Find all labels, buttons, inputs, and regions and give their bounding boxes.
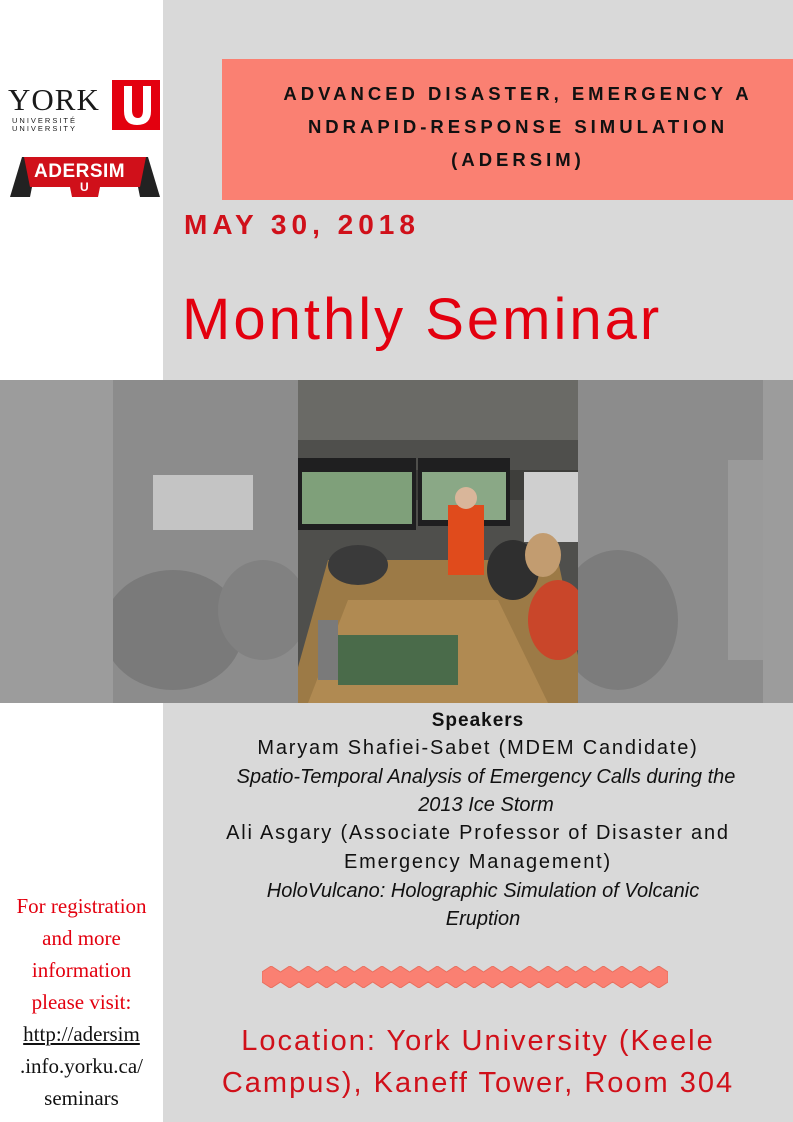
registration-line-3: information bbox=[31, 958, 132, 982]
registration-line-4: please visit: bbox=[31, 990, 132, 1014]
photo-right-faded bbox=[578, 380, 763, 703]
organization-title bbox=[258, 77, 778, 176]
location-line-1: Location: York University (Keele bbox=[241, 1025, 715, 1057]
photo-right-scene-icon bbox=[578, 380, 763, 703]
seminar-photo-scene-icon bbox=[298, 380, 578, 703]
registration-line-1: For registration bbox=[16, 894, 147, 918]
location-block bbox=[163, 1020, 793, 1104]
speakers-section bbox=[163, 707, 793, 933]
york-logo-word: YORK bbox=[8, 82, 100, 117]
title-line-3: (ADERSIM) bbox=[451, 149, 585, 170]
zigzag-divider-icon bbox=[262, 966, 668, 988]
speaker-2-name-line-1: Ali Asgary (Associate Professor of Disaster and bbox=[226, 822, 730, 844]
registration-url-line-3[interactable]: seminars bbox=[44, 1086, 119, 1110]
location-line-2: Campus), Kaneff Tower, Room 304 bbox=[221, 1067, 735, 1099]
registration-url-line-2[interactable]: .info.yorku.ca/ bbox=[19, 1054, 144, 1078]
speaker-2-talk-line-2: Eruption bbox=[445, 908, 521, 930]
title-line-1: ADVANCED DISASTER, EMERGENCY A bbox=[283, 83, 753, 104]
registration-info bbox=[0, 890, 163, 1114]
seminar-photo bbox=[298, 380, 578, 703]
speaker-1-talk-line-2: 2013 Ice Storm bbox=[418, 794, 554, 816]
speaker-1-talk-line-1: Spatio-Temporal Analysis of Emergency Calls during the bbox=[236, 766, 736, 788]
registration-line-2: and more bbox=[42, 926, 121, 950]
york-logo-subtext bbox=[12, 117, 77, 133]
title-line-2: NDRAPID-RESPONSE SIMULATION bbox=[307, 116, 729, 137]
york-u-mark-icon bbox=[112, 80, 160, 130]
speakers-heading: Speakers bbox=[431, 710, 525, 731]
york-university-logo bbox=[6, 80, 162, 134]
event-title: Monthly Seminar bbox=[182, 287, 663, 352]
york-logo-sub-en: UNIVERSITY bbox=[12, 124, 78, 133]
zigzag-ribbon bbox=[262, 966, 668, 988]
york-logo-sub-fr: UNIVERSITÉ bbox=[12, 116, 78, 125]
title-box bbox=[222, 59, 793, 200]
adersim-logo-u: U bbox=[80, 180, 89, 194]
adersim-logo bbox=[10, 153, 160, 199]
registration-link[interactable] bbox=[0, 1018, 163, 1114]
event-date: MAY 30, 2018 bbox=[184, 209, 420, 240]
photo-left-scene-icon bbox=[113, 380, 298, 703]
speaker-1-name: Maryam Shafiei-Sabet (MDEM Candidate) bbox=[257, 737, 699, 759]
registration-url-line-1[interactable]: http://adersim bbox=[23, 1022, 140, 1046]
speaker-2-name-line-2: Emergency Management) bbox=[344, 851, 612, 873]
speaker-2-talk-line-1: HoloVulcano: Holographic Simulation of Volcanic bbox=[266, 880, 700, 902]
photo-left-faded bbox=[113, 380, 298, 703]
adersim-logo-text: ADERSIM bbox=[34, 161, 126, 182]
